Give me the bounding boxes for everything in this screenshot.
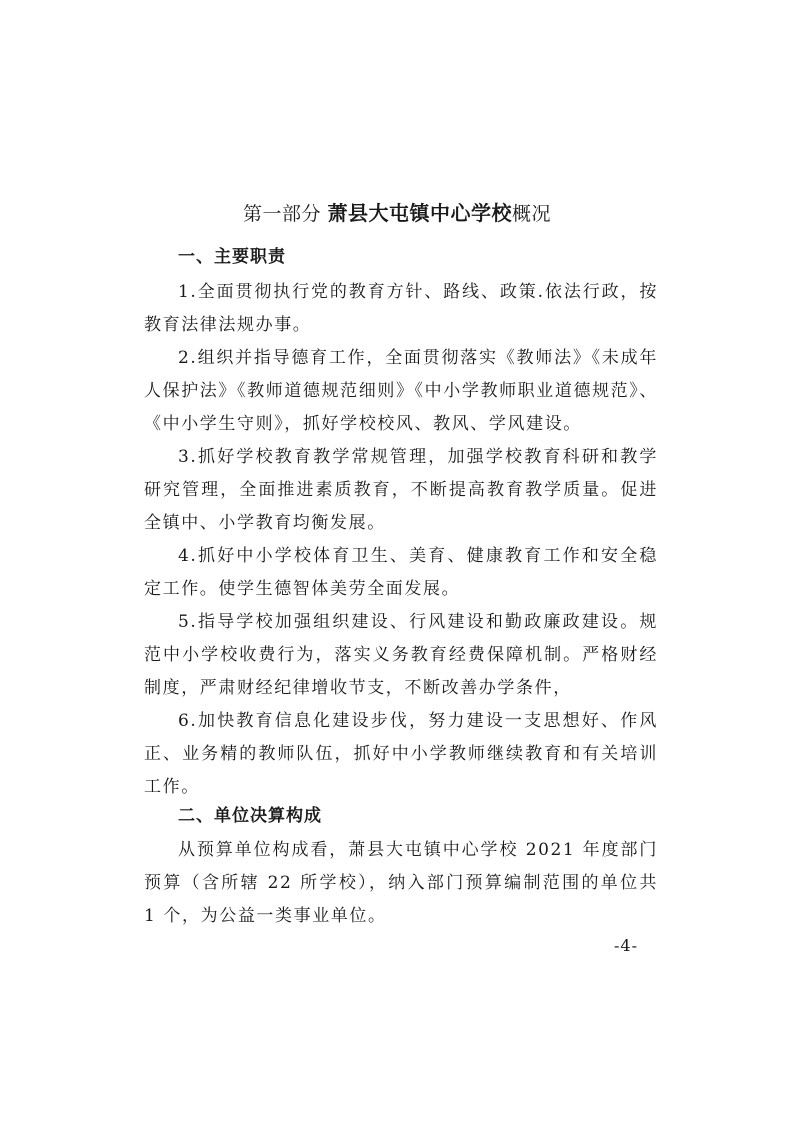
title-school-name: 萧县大屯镇中心学校 [327, 201, 513, 225]
title-prefix: 第一部分 [242, 203, 321, 225]
unit-composition-paragraph: 从预算单位构成看，萧县大屯镇中心学校 2021 年度部门预算（含所辖 22 所学校），纳入部门预算编制范围的单位共 1 个，为公益一类事业单位。 [144, 840, 658, 926]
duty-item-4: 4.抓好中小学校体育卫生、美育、健康教育工作和安全稳定工作。使学生德智体美劳全面发展。 [144, 546, 658, 599]
page-title [0, 196, 794, 231]
title-suffix: 概况 [512, 203, 552, 225]
section-heading-unit-composition: 二、单位决算构成 [178, 806, 322, 826]
duty-item-3: 3.抓好学校教育教学常规管理，加强学校教育科研和教学研究管理，全面推进素质教育，不断提高教育教学质量。促进全镇中、小学教育均衡发展。 [144, 447, 658, 533]
duty-item-1: 1.全面贯彻执行党的教育方针、路线、政策.依法行政，按教育法律法规办事。 [144, 282, 658, 335]
section-heading-main-duties: 一、主要职责 [178, 247, 286, 267]
duty-item-5: 5.指导学校加强组织建设、行风建设和勤政廉政建设。规范中小学校收费行为，落实义务教育经费保障机制。严格财经制度，严肃财经纪律增收节支，不断改善办学条件， [144, 612, 658, 698]
page-number: -4- [614, 936, 638, 955]
duty-item-6: 6.加快教育信息化建设步伐，努力建设一支思想好、作风正、业务精的教师队伍，抓好中小学教师继续教育和有关培训工作。 [144, 711, 658, 797]
duty-item-2: 2.组织并指导德育工作，全面贯彻落实《教师法》《未成年人保护法》《教师道德规范细则》《中小学教师职业道德规范》、《中小学生守则》，抓好学校校风、教风、学风建设。 [144, 348, 658, 434]
